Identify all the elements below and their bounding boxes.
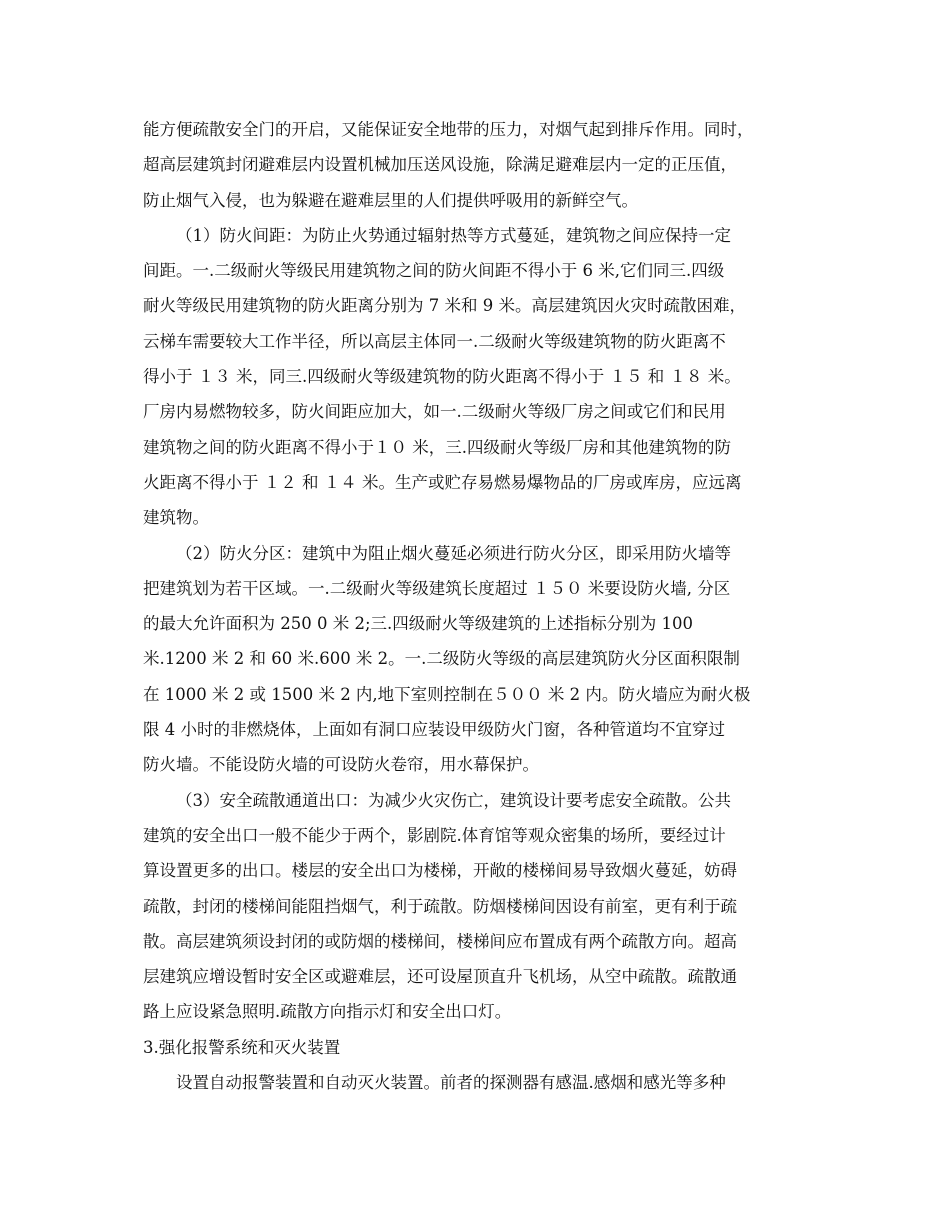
text-line: 耐火等级民用建筑物的防火距离分别为 7 米和 9 米。高层建筑因火灾时疏散困难，	[143, 296, 746, 316]
text-line: 层建筑应增设暂时安全区或避难层，还可设屋顶直升飞机场，从空中疏散。疏散通	[143, 967, 737, 987]
text-line: （1）防火间距：为防止火势通过辐射热等方式蔓延，建筑物之间应保持一定	[176, 225, 731, 245]
text-line: 米.1200 米 2 和 60 米.600 米 2。一.二级防火等级的高层建筑防火分区面积限制	[143, 649, 740, 669]
text-line: 算设置更多的出口。楼层的安全出口为楼梯，开敞的楼梯间易导致烟火蔓延，妨碍	[143, 861, 737, 881]
section-heading	[143, 1030, 805, 1065]
text-line: 建筑的安全出口一般不能少于两个，影剧院.体育馆等观众密集的场所，要经过计	[143, 825, 726, 845]
text-line: 限 4 小时的非燃烧体，上面如有洞口应装设甲级防火门窗，各种管道均不宜穿过	[143, 720, 725, 740]
text-line: 疏散，封闭的楼梯间能阻挡烟气，利于疏散。防烟楼梯间因设有前室，更有利于疏	[143, 896, 737, 916]
text-line: 在 1000 米 2 或 1500 米 2 内,地下室则控制在５００ 米 2 内。防火墙应为耐火极	[143, 684, 751, 704]
text-line: 散。高层建筑须设封闭的或防烟的楼梯间，楼梯间应布置成有两个疏散方向。超高	[143, 931, 737, 951]
text-line: 超高层建筑封闭避难层内设置机械加压送风设施，除满足避难层内一定的正压值，	[143, 155, 737, 175]
text-line: 把建筑划为若干区域。一.二级耐火等级建筑长度超过 １５０ 米要设防火墙, 分区	[143, 578, 731, 598]
document-body	[143, 112, 805, 1100]
text-line: 防火墙。不能设防火墙的可设防火卷帘，用水幕保护。	[143, 755, 539, 775]
text-line: 建筑物。	[143, 508, 209, 528]
paragraph-intro	[143, 112, 805, 218]
paragraph-alarm-system	[143, 1065, 805, 1100]
paragraph-fire-compartment	[143, 536, 805, 783]
paragraph-fire-separation	[143, 218, 805, 536]
text-line: 能方便疏散安全门的开启，又能保证安全地带的压力，对烟气起到排斥作用。同时，	[143, 120, 754, 139]
text-line: 火距离不得小于 １２ 和 １４ 米。生产或贮存易燃易爆物品的厂房或库房，应远离	[143, 472, 742, 492]
section-heading-text: 3.强化报警系统和灭火装置	[143, 1037, 341, 1057]
text-line: 的最大允许面积为 250 0 米 2;三.四级耐火等级建筑的上述指标分别为 100	[143, 614, 694, 634]
paragraph-evacuation-exits	[143, 783, 805, 1030]
text-line: 得小于 １３ 米，同三.四级耐火等级建筑物的防火距离不得小于 １５ 和 １８ 米。	[143, 367, 741, 387]
text-line: 设置自动报警装置和自动灭火装置。前者的探测器有感温.感烟和感光等多种	[176, 1073, 726, 1093]
text-line: 间距。一.二级耐火等级民用建筑物之间的防火间距不得小于 6 米,它们同三.四级	[143, 261, 725, 281]
text-line: 路上应设紧急照明.疏散方向指示灯和安全出口灯。	[143, 1002, 512, 1022]
text-line: 防止烟气入侵，也为躲避在避难层里的人们提供呼吸用的新鲜空气。	[143, 190, 638, 210]
text-line: 建筑物之间的防火距离不得小于１０ 米，三.四级耐火等级厂房和其他建筑物的防	[143, 437, 731, 457]
text-line: （2）防火分区：建筑中为阻止烟火蔓延必须进行防火分区，即采用防火墙等	[176, 543, 731, 563]
text-line: 厂房内易燃物较多，防火间距应加大，如一.二级耐火等级厂房之间或它们和民用	[143, 402, 726, 422]
text-line: 云梯车需要较大工作半径，所以高层主体同一.二级耐火等级建筑物的防火距离不	[143, 331, 726, 351]
text-line: （3）安全疏散通道出口：为减少火灾伤亡，建筑设计要考虑安全疏散。公共	[176, 790, 731, 810]
